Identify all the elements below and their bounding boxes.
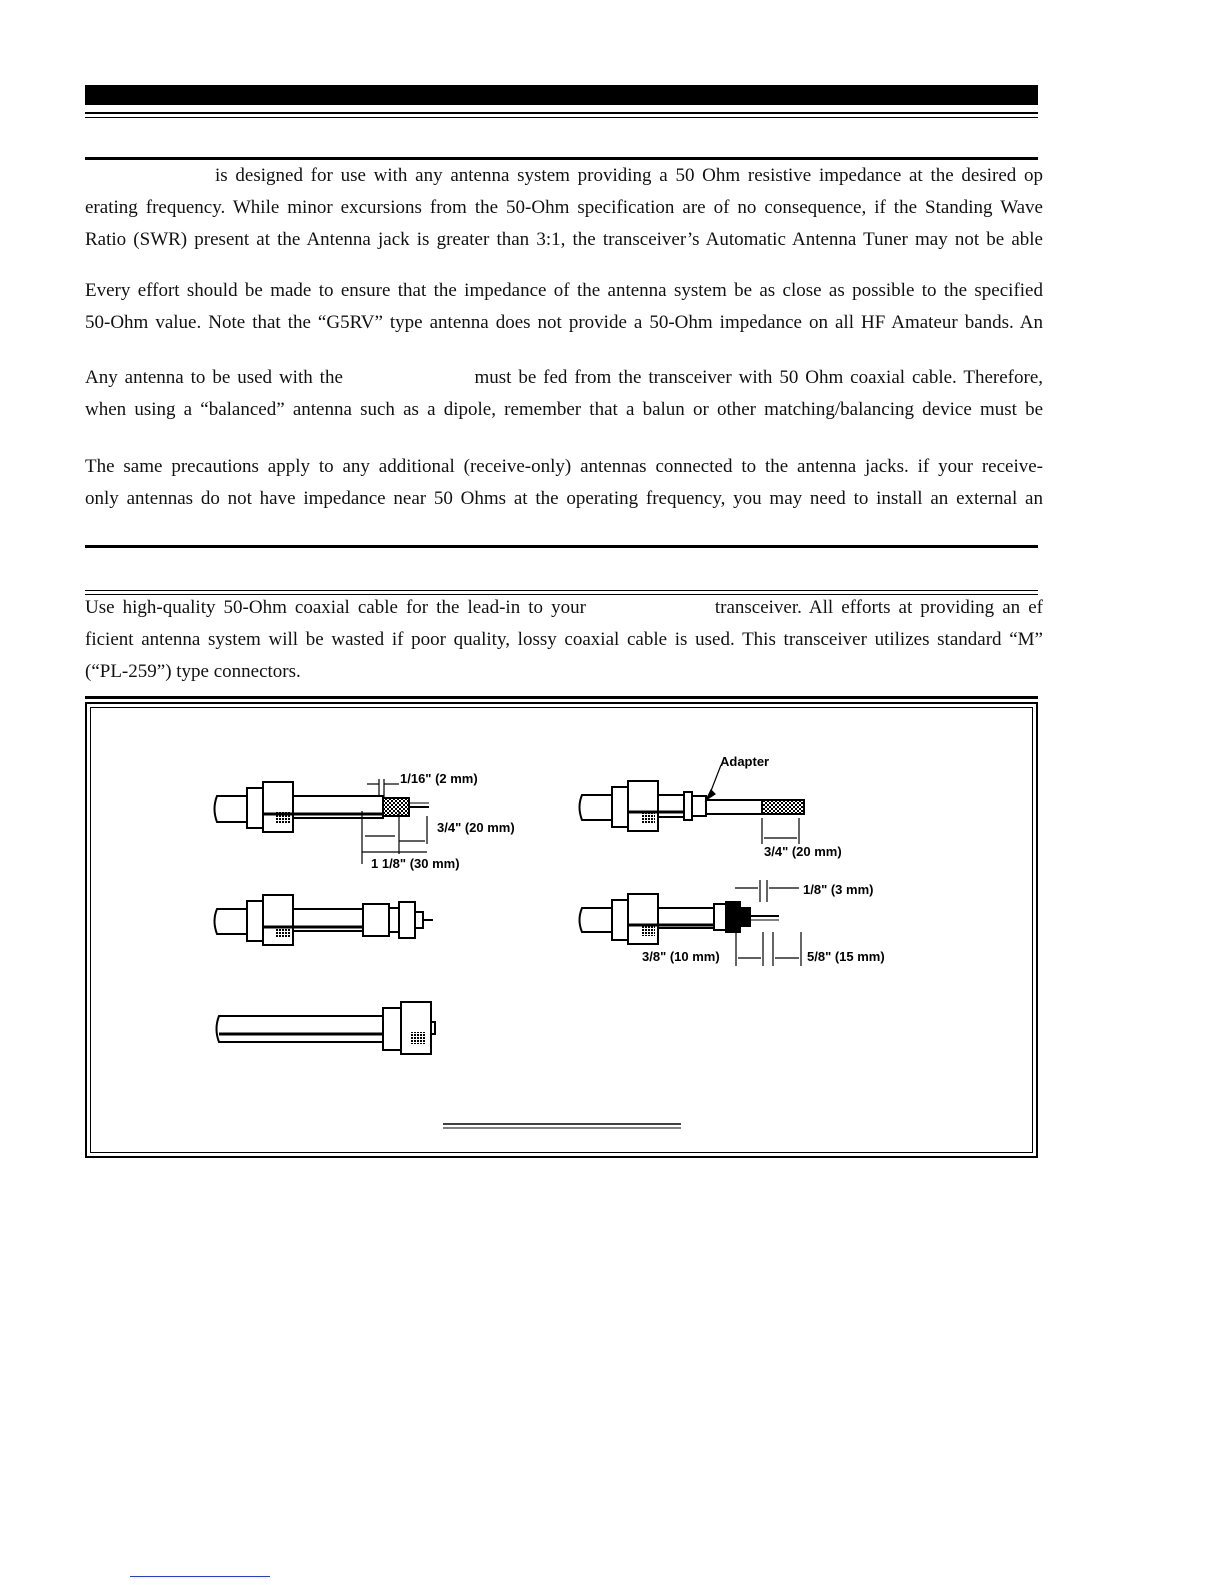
paragraph-3 <box>85 362 1043 426</box>
label-3-8: 3/8" (10 mm) <box>642 949 720 964</box>
paragraph-3-line-2: when using a “balanced” antenna such as a dipole, remember that a balun or other matching/balancing device must be <box>85 399 1043 420</box>
paragraph-3-line-1: Any antenna to be used with the must be fed from the transceiver with 50 Ohm coaxial cable. Therefore, <box>85 367 1043 388</box>
paragraph-1-line-3: Ratio (SWR) present at the Antenna jack is greater than 3:1, the transceiver’s Automatic Antenna Tuner may not be able <box>85 229 1043 250</box>
step2-connector <box>215 895 434 945</box>
footer-link-underline[interactable] <box>130 1576 270 1577</box>
paragraph-5-line-1: Use high-quality 50-Ohm coaxial cable for the lead-in to your transceiver. All efforts at providing an ef <box>85 597 1043 618</box>
paragraph-1-line-1: is designed for use with any antenna system providing a 50 Ohm resistive impedance at the desired op <box>215 165 1043 186</box>
header-bar <box>85 85 1038 105</box>
paragraph-4-line-1: The same precautions apply to any additional (receive-only) antennas connected to the antenna jacks. if your receive- <box>85 456 1043 477</box>
paragraph-5 <box>85 592 1043 688</box>
label-1-8: 1/8" (3 mm) <box>803 882 874 897</box>
connector-diagram <box>87 704 1036 1156</box>
adapter-connector <box>580 781 805 831</box>
connector-figure <box>85 702 1038 1158</box>
label-adapter: Adapter <box>720 754 770 769</box>
paragraph-5-line-3: (“PL-259”) type connectors. <box>85 661 301 682</box>
paragraph-2-line-1: Every effort should be made to ensure that the impedance of the antenna system be as close as possible to the specified <box>85 280 1043 301</box>
header-rule-1 <box>85 112 1038 114</box>
label-5-8: 5/8" (15 mm) <box>807 949 885 964</box>
section2-rule-2 <box>85 590 1038 591</box>
paragraph-5-line-2: ficient antenna system will be wasted if poor quality, lossy coaxial cable is used. This transceiver utilizes standard “M” <box>85 629 1043 650</box>
paragraph-2-line-2: 50-Ohm value. Note that the “G5RV” type antenna does not provide a 50-Ohm impedance on all HF Amateur bands. An <box>85 312 1043 333</box>
section2-rule-1 <box>85 545 1038 548</box>
paragraph-2 <box>85 275 1043 339</box>
figure-top-rule <box>85 696 1038 699</box>
paragraph-1-line-2: erating frequency. While minor excursions from the 50-Ohm specification are of no consequence, if the Standing Wave <box>85 197 1043 218</box>
step1-dimensions <box>362 779 427 864</box>
paragraph-4 <box>85 451 1043 515</box>
header-rule-2 <box>85 117 1038 118</box>
right-step2-connector <box>580 894 780 944</box>
step1-connector <box>215 782 430 832</box>
paragraph-1 <box>85 160 1043 256</box>
paragraph-4-line-2: only antennas do not have impedance near 50 Ohms at the operating frequency, you may need to install an external an <box>85 488 1043 509</box>
label-3-4-b: 3/4" (20 mm) <box>764 844 842 859</box>
step3-connector <box>217 1002 436 1054</box>
label-1-1-8: 1 1/8" (30 mm) <box>371 856 460 871</box>
label-1-16: 1/16" (2 mm) <box>400 771 478 786</box>
label-3-4-a: 3/4" (20 mm) <box>437 820 515 835</box>
